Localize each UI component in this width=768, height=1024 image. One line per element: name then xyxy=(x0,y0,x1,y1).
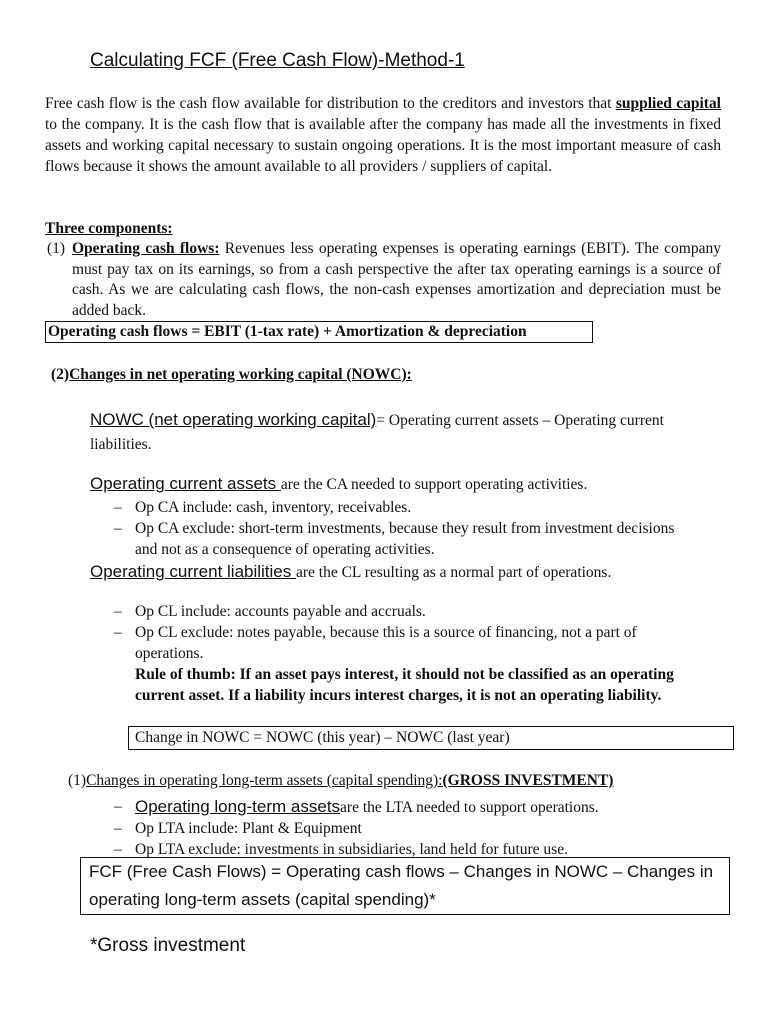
change-in-nowc-formula: Change in NOWC = NOWC (this year) – NOWC (last year) xyxy=(128,726,734,750)
nowc-term: NOWC (net operating working capital) xyxy=(90,410,377,429)
component-2-label: Changes in net operating working capital (NOWC): xyxy=(69,366,412,383)
supplied-capital-emphasis: supplied capital xyxy=(615,95,721,112)
intro-text-1: Free cash flow is the cash flow available for distribution to the creditors and investors that xyxy=(45,95,616,112)
op-lta-term: Operating long-term assets xyxy=(135,797,341,816)
component-3 xyxy=(68,772,613,790)
component-3-label: Changes in operating long-term assets (capital spending): xyxy=(86,772,443,789)
intro-text-2: to the company. It is the cash flow that is available after the company has made all the investments in fixed assets and working capital necessary to sustain ongoing operations. It is the most important measure of cash flows because it shows the amount available to all providers / suppliers of capital. xyxy=(45,116,721,175)
op-ca-term: Operating current assets xyxy=(90,474,281,493)
three-components-heading: Three components: xyxy=(45,220,173,237)
nowc-text: = Operating current assets – Operating current liabilities. xyxy=(90,412,664,453)
op-ca-list xyxy=(90,497,690,560)
footnote: *Gross investment xyxy=(90,935,246,956)
op-cl-list xyxy=(90,601,690,664)
op-ca-text: are the CA needed to support operating activities. xyxy=(280,476,588,493)
nowc-definition xyxy=(90,408,700,457)
gross-investment-label: (GROSS INVESTMENT) xyxy=(442,772,614,789)
fcf-formula: FCF (Free Cash Flows) = Operating cash flows – Changes in NOWC – Changes in operating long-term assets (capital spending)* xyxy=(80,857,730,915)
op-cl-definition xyxy=(90,562,720,582)
list-item: – Op CA exclude: short-term investments, because they result from investment decisions and not as a consequence of operating activities. xyxy=(90,518,690,560)
op-cl-term: Operating current liabilities xyxy=(90,562,296,581)
list-item xyxy=(90,796,710,818)
list-item: – Op CL include: accounts payable and accruals. xyxy=(90,601,690,622)
component-2 xyxy=(51,366,412,384)
op-lta-text: are the LTA needed to support operations. xyxy=(340,799,599,816)
op-lta-list xyxy=(90,796,710,860)
component-1-label: Operating cash flows: xyxy=(72,240,220,257)
operating-cash-flow-formula: Operating cash flows = EBIT (1-tax rate) + Amortization & depreciation xyxy=(45,321,593,343)
list-item: – Op CA include: cash, inventory, receivables. xyxy=(90,497,690,518)
list-item: – Op LTA exclude: investments in subsidiaries, land held for future use. xyxy=(90,839,710,860)
component-3-number: (1) xyxy=(68,772,87,789)
rule-of-thumb: Rule of thumb: If an asset pays interest, it should not be classified as an operating current asset. If a liability incurs interest charges, it is not an operating liability. xyxy=(135,666,674,704)
list-item: – Op CL exclude: notes payable, because this is a source of financing, not a part of operations. xyxy=(90,622,690,664)
component-1 xyxy=(45,239,721,321)
op-ca-definition xyxy=(90,474,710,494)
intro-paragraph xyxy=(45,93,721,177)
component-2-number: (2) xyxy=(51,366,70,383)
list-item: – Op LTA include: Plant & Equipment xyxy=(90,818,710,839)
page-title: Calculating FCF (Free Cash Flow)-Method-1 xyxy=(90,50,465,71)
op-cl-text: are the CL resulting as a normal part of operations. xyxy=(295,564,612,581)
component-1-number: (1) xyxy=(47,240,66,257)
component-1-text: Revenues less operating expenses is operating earnings (EBIT). The company must pay tax on its earnings, so from a cash perspective the after tax operating earnings is a source of cash. As we are calculating cash flows, the non-cash expenses amortization and depreciation must be added back. xyxy=(72,240,721,319)
